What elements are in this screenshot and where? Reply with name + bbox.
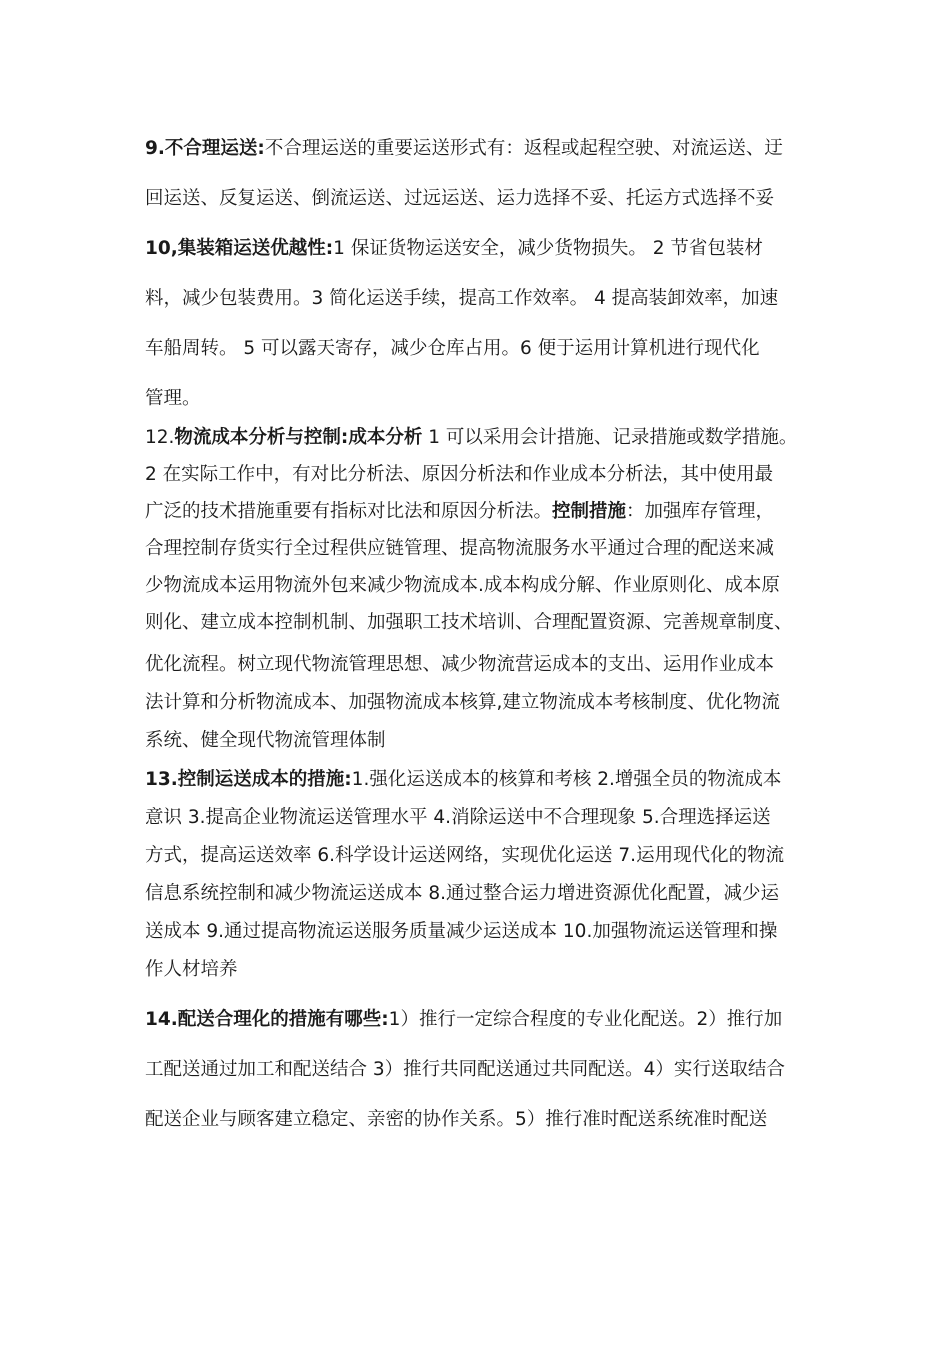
item13-heading: 13.控制运送成本的措施: <box>145 769 352 790</box>
item13-line5: 送成本 9.通过提高物流运送服务质量减少运送成本 10.加强物流运送管理和操 <box>145 921 778 942</box>
item13-line6: 作人材培养 <box>145 959 238 980</box>
item10-heading: 10,集装箱运送优越性: <box>145 238 334 259</box>
item12-line5: 少物流成本运用物流外包来减少物流成本.成本构成分解、作业原则化、成本原 <box>145 575 780 596</box>
item12-line7: 优化流程。树立现代物流管理思想、减少物流营运成本的支出、运用作业成本 <box>145 654 775 675</box>
item13-text: 1.强化运送成本的核算和考核 2.增强全员的物流成本 <box>351 769 782 790</box>
item14-line2: 工配送通过加工和配送结合 3）推行共同配送通过共同配送。4）实行送取结合 <box>145 1059 785 1080</box>
item10-line1 <box>145 236 763 262</box>
item13-line3: 方式，提高运送效率 6.科学设计运送网络，实现优化运送 7.运用现代化的物流 <box>145 845 785 866</box>
item12-line4: 合理控制存货实行全过程供应链管理、提高物流服务水平通过合理的配送来减 <box>145 538 775 559</box>
item12-line8: 法计算和分析物流成本、加强物流成本核算,建立物流成本考核制度、优化物流 <box>145 692 780 713</box>
item12-line9: 系统、健全现代物流管理体制 <box>145 730 386 751</box>
item14-line3: 配送企业与顾客建立稳定、亲密的协作关系。5）推行准时配送系统准时配送 <box>145 1109 768 1130</box>
item10-line2: 料，减少包装费用。3 简化运送手续，提高工作效率。 4 提高装卸效率，加速 <box>145 288 779 309</box>
item12-line3 <box>145 499 774 525</box>
item14-text: 1）推行一定综合程度的专业化配送。2）推行加 <box>388 1009 783 1030</box>
item9-line2: 回运送、反复运送、倒流运送、过远运送、运力选择不妥、托运方式选择不妥 <box>145 188 775 209</box>
item9-heading: 9.不合理运送: <box>145 138 265 159</box>
item14-line1 <box>145 1007 782 1033</box>
item12-control-heading: 控制措施 <box>552 501 627 522</box>
item13-line1 <box>145 767 781 793</box>
item12-line1 <box>145 425 797 451</box>
item10-text: 1 保证货物运送安全，减少货物损失。 2 节省包装材 <box>333 238 763 259</box>
item13-line2: 意识 3.提高企业物流运送管理水平 4.消除运送中不合理现象 5.合理选择运送 <box>145 807 771 828</box>
item13-line4: 信息系统控制和减少物流运送成本 8.通过整合运力增进资源优化配置，减少运 <box>145 883 780 904</box>
item10-line4: 管理。 <box>145 388 201 409</box>
item12-text: 1 可以采用会计措施、记录措施或数学措施。 <box>422 427 798 448</box>
item12-number: 12. <box>145 427 175 448</box>
item12-text-b: ：加强库存管理， <box>626 501 775 522</box>
item9-line1 <box>145 136 783 162</box>
item12-text-a: 广泛的技术措施重要有指标对比法和原因分析法。 <box>145 501 553 522</box>
item12-line6: 则化、建立成本控制机制、加强职工技术培训、合理配置资源、完善规章制度、 <box>145 612 793 633</box>
item12-line2: 2 在实际工作中，有对比分析法、原因分析法和作业成本分析法，其中使用最 <box>145 464 774 485</box>
item14-heading: 14.配送合理化的措施有哪些: <box>145 1009 389 1030</box>
item9-text: 不合理运送的重要运送形式有：返程或起程空驶、对流运送、迂 <box>264 138 783 159</box>
item10-line3: 车船周转。 5 可以露天寄存，减少仓库占用。6 便于运用计算机进行现代化 <box>145 338 760 359</box>
item12-heading: 物流成本分析与控制:成本分析 <box>174 427 423 448</box>
